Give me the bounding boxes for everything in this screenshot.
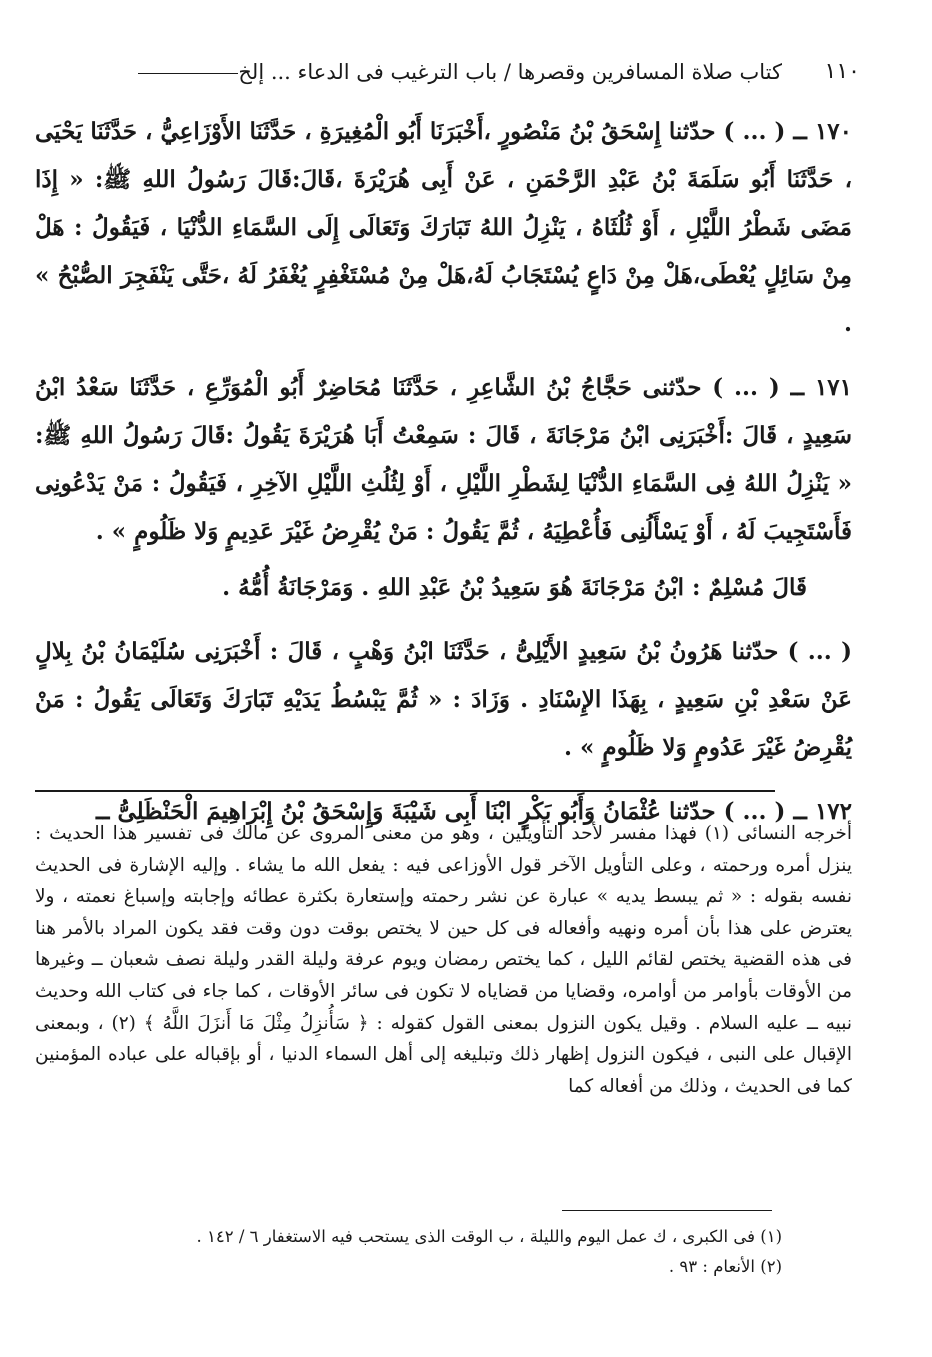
chapter-title: كتاب صلاة المسافرين وقصرها / باب الترغيب فى الدعاء ... إلخ [238,60,782,84]
commentary-text: أخرجه النسائى (١) فهذا مفسر لأحد التأويلين ، وهو من معنى المروى عن مالك فى تفسير هذا الحديث : ينزل أمره ورحمته ، وعلى التأويل الآخر قول الأوزاعى فيه : يفعل الله ما يشاء . وإليه الإشارة فى الحديث نفسه بقوله : « ثم يبسط يديه » عبارة عن نشر رحمته وإستعارة بكثرة عطائه وإجابته وإسباغ نعمته ، ولا يعترض على هذا بأن أمره ونهيه وأفعاله فى كل حين لا يختص بوقت دون وقت فقد يكون المراد بالأمر هنا فى هذه القضية يختص لقائم الليل ، كما يختص رمضان ويوم عرفة وليلة القدر وليلة نصف شعبان ــ وغيرها من الأوقات بأوامر من أوامره، وقضايا من قضاياه لا تكون فى سائر الأوقات ، كما جاء فى كتاب الله وحديث نبيه ــ عليه السلام . وقيل يكون النزول بمعنى القول كقوله : ﴿ سَأُنزِلُ مِثْلَ مَا أَنزَلَ اللَّهُ ﴾ (٢) ، وبمعنى الإقبال على النبى ، فيكون النزول إظهار ذلك وتبليغه إلى أهل السماء الدنيا ، أو بإقباله على عباده المؤمنين كما فى الحديث ، وذلك من أفعاله كما [35,823,853,1097]
hadith-170: ١٧٠ ــ ( ... ) حدّثنا إِسْحَقُ بْنُ مَنْصُورٍ ،أَخْبَرَنَا أَبُو الْمُغِيرَةِ ، حَدَّثَنَا الأَوْزَاعِيُّ ، حَدَّثَنَا يَحْيَى ، حَدَّثَنَا أَبُو سَلَمَةَ بْنُ عَبْدِ الرَّحْمَنِ ، عَنْ أَبِى هُرَيْرَةَ ،قَالَ:قَالَ رَسُولُ اللهِ ﷺ: « إِذَا مَضَى شَطْرُ اللَّيْلِ ، أَوْ ثُلُثَاهُ ، يَنْزِلُ اللهُ تَبَارَكَ وَتَعَالَى إِلَى السَّمَاءِ الدُّنْيَا ، فَيَقُولُ : هَلْ مِنْ سَائِلٍ يُعْطَى،هَلْ مِنْ دَاعٍ يُسْتَجَابُ لَهُ،هَلْ مِنْ مُسْتَغْفِرٍ يُغْفَرُ لَهُ ،حَتَّى يَنْفَجِرَ الصُّبْحُ » . [35,118,852,337]
footnote-1: (١) فى الكبرى ، ك عمل اليوم والليلة ، ب الوقت الذى يستحب فيه الاستغفار ٦ / ١٤٢ . [196,1227,782,1246]
hadith-171: ١٧١ ــ ( ... ) حدّثنى حَجَّاجُ بْنُ الشَّاعِرِ ، حَدَّثَنَا مُحَاضِرٌ أَبُو الْمُوَرِّعِ ، حَدَّثَنَا سَعْدُ ابْنُ سَعِيدٍ ، قَالَ :أَخْبَرَنِى ابْنُ مَرْجَانَةَ ، قَالَ : سَمِعْتُ أَبَا هُرَيْرَةَ يَقُولُ :قَالَ رَسُولُ اللهِ ﷺ: « يَنْزِلُ اللهُ فِى السَّمَاءِ الدُّنْيَا لِشَطْرِ اللَّيْلِ ، أَوْ لِثُلُثِ اللَّيْلِ الآخِرِ ، فَيَقُولُ : مَنْ يَدْعُونِى فَأَسْتَجِيبَ لَهُ ، أَوْ يَسْأَلُنِى فَأُعْطِيَهُ ، ثُمَّ يَقُولُ : مَنْ يُقْرِضُ غَيْرَ عَدِيمٍ وَلا ظَلُومٍ » . [35,374,852,545]
commentary [35,818,852,1102]
hadith-text [35,108,852,852]
running-head [40,52,782,92]
footnote-divider [562,1210,772,1211]
page-number-text: ١١٠ [824,59,860,84]
muslim-note: قَالَ مُسْلِمٌ : ابْنُ مَرْجَانَةَ هُوَ سَعِيدُ بْنُ عَبْدِ اللهِ . وَمَرْجَانَةُ أُمُّهُ . [222,574,807,601]
hadith-172: ١٧٢ ــ ( ... ) حدّثنا عُثْمَانُ وَأَبُو بَكْرٍ ابْنَا أَبِى شَيْبَةَ وَإِسْحَقُ بْنُ إِبْرَاهِيمَ الْحَنْظَلِىُّ ــ [96,798,852,825]
commentary-divider [35,790,775,792]
footnote-2: (٢) الأنعام : ٩٣ . [668,1257,782,1276]
header-rule [138,73,238,74]
footnotes [35,1222,782,1282]
hadith-171-variant: ( ... ) حدّثنا هَرُونُ بْنُ سَعِيدٍ الأَيْلِىُّ ، حَدَّثَنَا ابْنُ وَهْبٍ ، قَالَ : أَخْبَرَنِى سُلَيْمَانُ بْنُ بِلالٍ عَنْ سَعْدِ بْنِ سَعِيدٍ ، بِهَذَا الإِسْنَادِ . وَزَادَ : « ثُمَّ يَبْسُطُ يَدَيْهِ تَبَارَكَ وَتَعَالَى يَقُولُ : مَنْ يُقْرِضُ غَيْرَ عَدُومٍ وَلا ظَلُومٍ » . [35,638,852,761]
